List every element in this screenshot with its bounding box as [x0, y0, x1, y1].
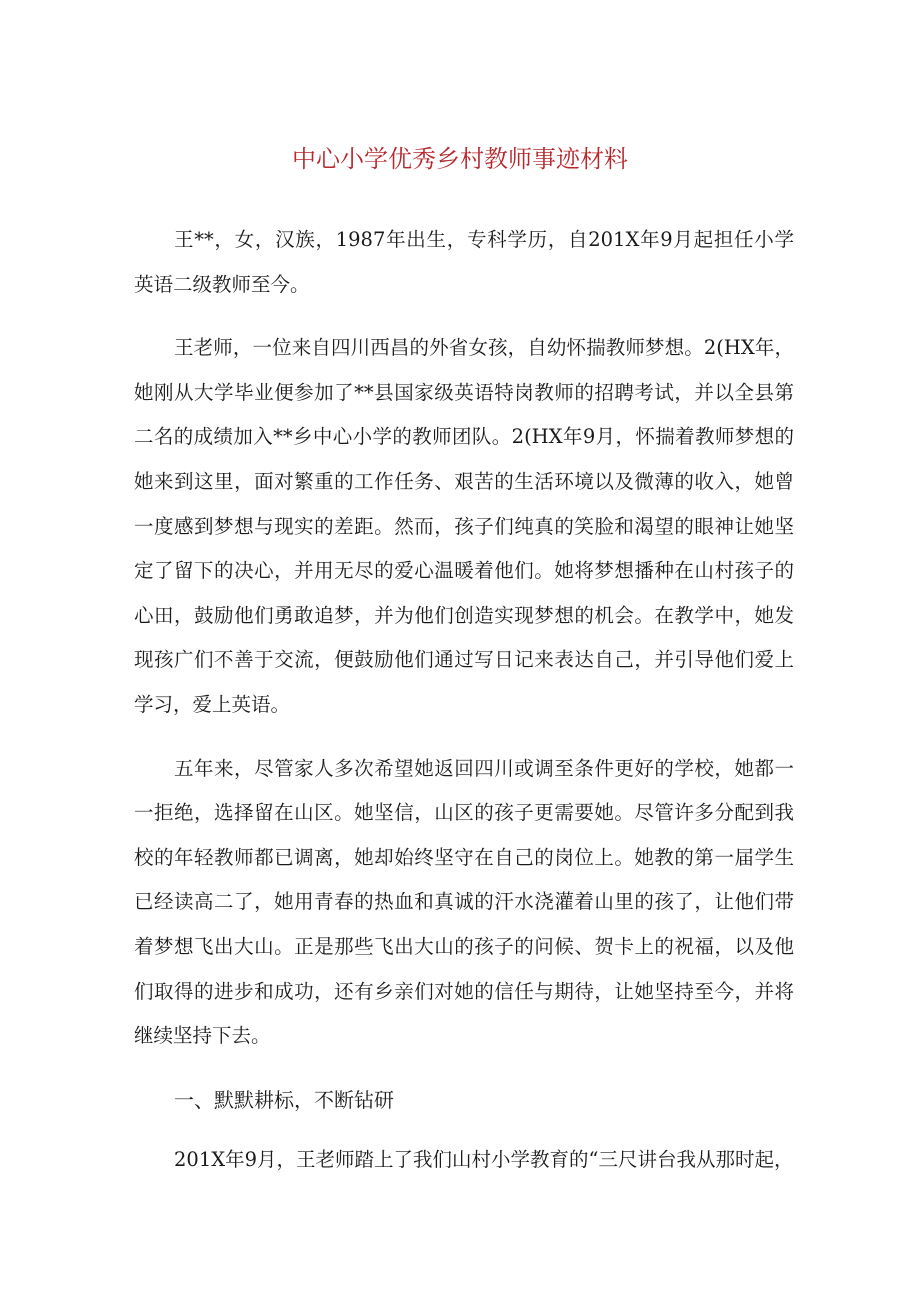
paragraph-five-years: 五年来，尽管家人多次希望她返回四川或调至条件更好的学校，她都一一拒绝，选择留在山区。她坚信，山区的孩子更需要她。尽管许多分配到我校的年轻教师都已调离，她却始终坚守在自己的岗位上。她教的第一届学生已经读高二了，她用青春的热血和真诚的汗水浇灌着山里的孩了，让他们带着梦想飞出大山。正是那些飞出大山的孩子的问候、贺卡上的祝福，以及他们取得的进步和成功，还有乡亲们对她的信任与期待，让她坚持至今，并将继续坚持下去。 — [134, 756, 794, 1048]
document-body — [134, 218, 794, 1202]
section-heading: 一、默默耕标，不断钻研 — [174, 1087, 394, 1112]
paragraph-background: 王老师，一位来自四川西昌的外省女孩，自幼怀揣教师梦想。2(HX年，她刚从大学毕业便参加了**县国家级英语特岗教师的招聘考试，并以全县第二名的成绩加入**乡中心小学的教师团队。2(HX年9月，怀揣着教师梦想的她来到这里，面对繁重的工作任务、艰苦的生活环境以及微薄的收入，她曾一度感到梦想与现实的差距。然而，孩子们纯真的笑脸和渴望的眼神让她坚定了留下的决心，并用无尽的爱心温暖着他们。她将梦想播种在山村孩子的心田，鼓励他们勇敢追梦，并为他们创造实现梦想的机会。在教学中，她发现孩广们不善于交流，便鼓励他们通过写日记来表达自己，并引导他们爱上学习，爱上英语。 — [134, 336, 794, 716]
document-title: 中心小学优秀乡村教师事迹材料 — [292, 145, 628, 173]
paragraph-section-start: 201X年9月，王老师踏上了我们山村小学教育的“三尺讲台我从那时起， — [174, 1148, 794, 1172]
paragraph-intro: 王**，女，汉族，1987年出生，专科学历，自201X年9月起担任小学英语二级教师至今。 — [134, 228, 794, 296]
